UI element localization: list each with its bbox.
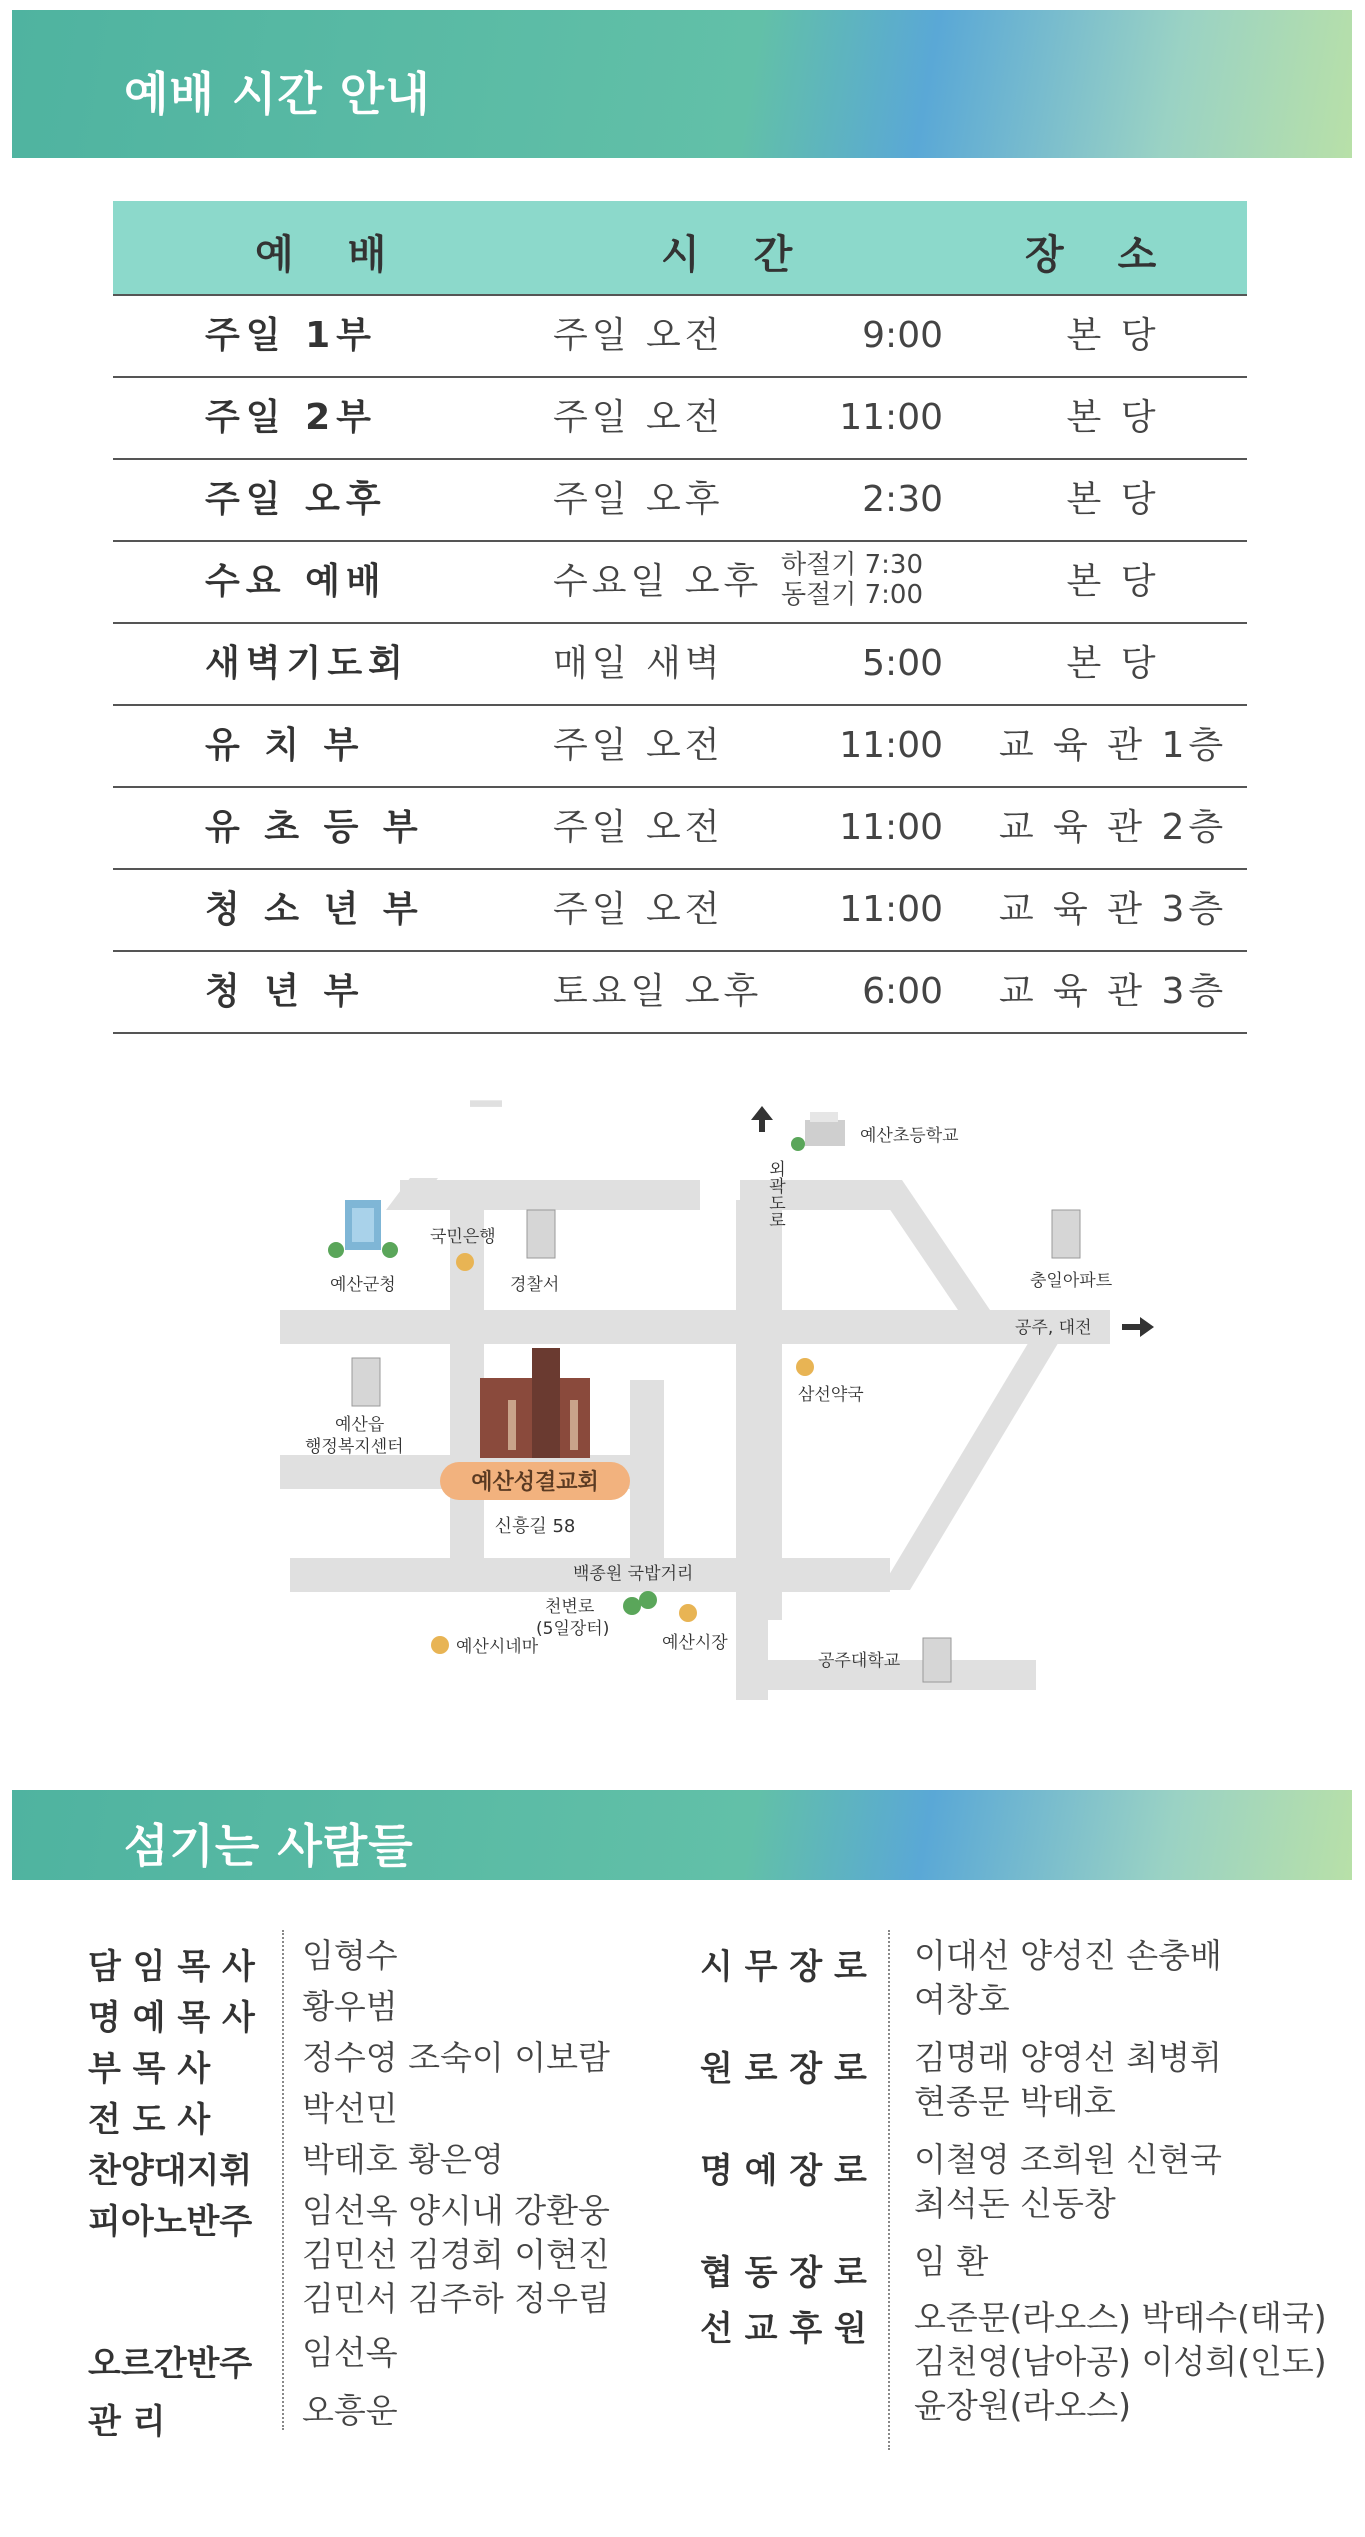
cinema-marker-icon: [431, 1636, 449, 1654]
row-service: 수요 예배: [205, 561, 387, 602]
label-county-office: 예산군청: [330, 1275, 396, 1295]
row-time-winter: 동절기 7:00: [781, 580, 923, 610]
location-map: [270, 1100, 1170, 1740]
up-arrow-stem-icon: [759, 1118, 765, 1132]
schedule-row: [113, 624, 1247, 706]
label-stream-1: 천변로: [545, 1597, 595, 1617]
row-place: 교 육 관 1층: [998, 725, 1228, 766]
names-manager: 오흥운: [302, 2391, 398, 2430]
names-senior-elder-2: 현종문 박태호: [914, 2082, 1116, 2121]
role-active-elder: 시 무 장 로: [700, 1947, 867, 1987]
church-building-icon: [480, 1348, 590, 1458]
staff-banner: [12, 1790, 1352, 1880]
row-place: 교 육 관 3층: [998, 971, 1228, 1012]
staff-left-divider: [282, 1930, 284, 2430]
names-pianist-3: 김민서 김주하 정우림: [302, 2279, 610, 2318]
row-day: 토요일 오후: [553, 971, 763, 1012]
row-day: 매일 새벽: [553, 643, 724, 684]
right-arrow-stem-icon: [1122, 1324, 1142, 1330]
role-manager: 관 리: [88, 2402, 166, 2442]
header-time: 시 간: [661, 232, 813, 278]
names-organist: 임선옥: [302, 2333, 398, 2372]
role-emeritus-elder: 명 예 장 로: [700, 2151, 867, 2191]
schedule-row: [113, 296, 1247, 378]
row-time-seasonal: [781, 550, 923, 614]
row-place: 본 당: [1066, 643, 1160, 684]
role-choir-director: 찬양대지휘: [88, 2151, 253, 2191]
worship-banner: [12, 10, 1352, 158]
row-time: 2:30: [862, 479, 943, 520]
row-time: 5:00: [862, 643, 943, 684]
row-service: 주일 2부: [205, 397, 377, 438]
row-day: 주일 오전: [553, 725, 724, 766]
schedule-row: [113, 460, 1247, 542]
worship-banner-title: 예배 시간 안내: [124, 67, 431, 121]
names-pianist-2: 김민선 김경회 이현진: [302, 2235, 610, 2274]
names-choir-director: 박태호 황은영: [302, 2140, 504, 2179]
staff-banner-title: 섬기는 사람들: [124, 1819, 414, 1873]
header-place: 장 소: [1025, 232, 1177, 278]
up-arrow-icon: [751, 1106, 773, 1120]
row-time-summer: 하절기 7:30: [781, 550, 923, 580]
row-time: 11:00: [839, 807, 943, 848]
church-name: 예산성결교회: [471, 1470, 599, 1495]
label-pharmacy: 삼선약국: [798, 1385, 864, 1405]
names-emeritus-elder-2: 최석돈 신동창: [914, 2184, 1116, 2223]
right-arrow-icon: [1140, 1317, 1154, 1337]
row-day: 주일 오전: [553, 397, 724, 438]
row-time: 11:00: [839, 889, 943, 930]
schedule-header: [113, 201, 1247, 294]
row-place: 본 당: [1066, 397, 1160, 438]
role-organist: 오르간반주: [88, 2344, 253, 2384]
row-time: 11:00: [839, 725, 943, 766]
row-place: 교 육 관 3층: [998, 889, 1228, 930]
town-office-icon: [352, 1358, 380, 1406]
university-icon: [923, 1638, 951, 1682]
row-place: 본 당: [1066, 479, 1160, 520]
names-associate-pastor: 정수영 조숙이 이보람: [302, 2038, 610, 2077]
row-service: 유 치 부: [205, 725, 365, 766]
row-time: 6:00: [862, 971, 943, 1012]
row-place: 본 당: [1066, 561, 1160, 602]
label-road: 외곽도로: [765, 1160, 785, 1228]
label-town-office-1: 예산읍: [335, 1415, 385, 1435]
names-senior-elder-1: 김명래 양영선 최병휘: [914, 2038, 1222, 2077]
label-stream-2: (5일장터): [536, 1619, 610, 1639]
row-time: 9:00: [862, 315, 943, 356]
apartment-icon: [1052, 1210, 1080, 1258]
names-pianist-1: 임선옥 양시내 강환웅: [302, 2191, 610, 2230]
schedule-row: [113, 542, 1247, 624]
names-cooperating-elder: 임 환: [914, 2242, 989, 2281]
names-mission-support-1: 오준문(라오스) 박태수(태국): [914, 2298, 1327, 2337]
names-active-elder-2: 여창호: [914, 1980, 1010, 2019]
role-senior-elder: 원 로 장 로: [700, 2049, 867, 2089]
label-university: 공주대학교: [818, 1651, 901, 1671]
role-cooperating-elder: 협 동 장 로: [700, 2253, 867, 2293]
market-tree-icon: [623, 1591, 657, 1615]
label-town-office-2: 행정복지센터: [305, 1437, 404, 1457]
label-elementary: 예산초등학교: [860, 1126, 959, 1146]
role-evangelist: 전 도 사: [88, 2100, 211, 2140]
church-address: 신흥길 58: [494, 1516, 576, 1537]
names-mission-support-2: 김천영(남아공) 이성희(인도): [914, 2342, 1327, 2381]
label-police: 경찰서: [510, 1275, 560, 1295]
market-marker-icon: [679, 1604, 697, 1622]
bank-marker-icon: [456, 1253, 474, 1271]
elementary-school-icon: [791, 1112, 845, 1151]
names-emeritus-pastor: 황우범: [302, 1987, 398, 2026]
names-emeritus-elder-1: 이철영 조희원 신현국: [914, 2140, 1222, 2179]
names-mission-support-3: 윤장원(라오스): [914, 2386, 1132, 2425]
schedule-row: [113, 788, 1247, 870]
police-icon: [527, 1210, 555, 1258]
row-service: 유 초 등 부: [205, 807, 424, 848]
role-senior-pastor: 담 임 목 사: [88, 1947, 255, 1987]
names-senior-pastor: 임형수: [302, 1936, 398, 1975]
row-day: 주일 오전: [553, 807, 724, 848]
label-apartment: 충일아파트: [1030, 1271, 1113, 1291]
schedule-row: [113, 706, 1247, 788]
pharmacy-marker-icon: [796, 1358, 814, 1376]
row-place: 본 당: [1066, 315, 1160, 356]
schedule-row: [113, 952, 1247, 1034]
row-service: 주일 1부: [205, 315, 377, 356]
names-active-elder-1: 이대선 양성진 손충배: [914, 1936, 1222, 1975]
staff-right-divider: [888, 1930, 890, 2450]
label-market: 예산시장: [662, 1633, 728, 1653]
row-time: 11:00: [839, 397, 943, 438]
schedule-row: [113, 378, 1247, 460]
label-restaurant: 백종원 국밥거리: [573, 1564, 694, 1584]
header-service: 예 배: [255, 232, 407, 278]
row-service: 새벽기도회: [205, 643, 409, 684]
role-mission-support: 선 교 후 원: [700, 2309, 867, 2349]
row-service: 주일 오후: [205, 479, 387, 520]
row-place: 교 육 관 2층: [998, 807, 1228, 848]
row-day: 수요일 오후: [553, 561, 763, 602]
role-pianist: 피아노반주: [88, 2202, 253, 2242]
role-associate-pastor: 부 목 사: [88, 2049, 211, 2089]
row-day: 주일 오전: [553, 889, 724, 930]
names-evangelist: 박선민: [302, 2089, 398, 2128]
schedule-row: [113, 870, 1247, 952]
row-service: 청 소 년 부: [205, 889, 424, 930]
label-cinema: 예산시네마: [456, 1637, 539, 1657]
role-emeritus-pastor: 명 예 목 사: [88, 1998, 255, 2038]
row-day: 주일 오후: [553, 479, 724, 520]
label-direction: 공주, 대전: [1015, 1318, 1092, 1338]
row-day: 주일 오전: [553, 315, 724, 356]
row-service: 청 년 부: [205, 971, 365, 1012]
label-bank: 국민은행: [430, 1227, 496, 1247]
